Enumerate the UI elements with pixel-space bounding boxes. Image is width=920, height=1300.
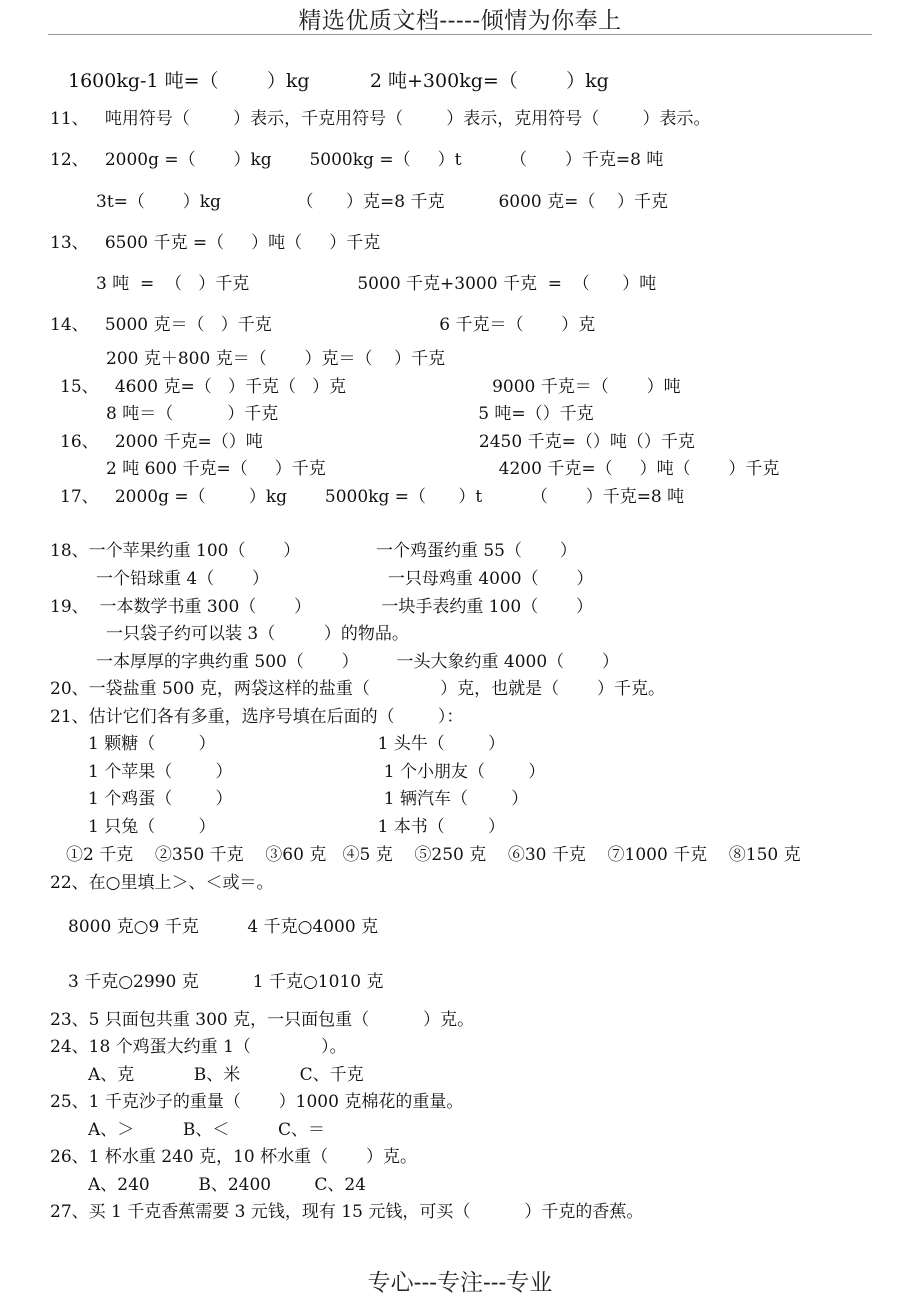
question-16-line-2: 2 吨 600 千克=（ ）千克 4200 千克=（ ）吨（ ）千克	[106, 459, 780, 479]
question-24-options: A、克 B、米 C、千克	[88, 1065, 364, 1085]
question-22-line-1: 8000 克○9 千克 4 千克○4000 克	[68, 917, 379, 937]
line-1600kg: 1600kg-1 吨=（ ）kg 2 吨+300kg=（ ）kg	[68, 70, 609, 92]
question-21-item-1: 1 颗糖（ ） 1 头牛（ ）	[88, 734, 506, 754]
question-21-item-4: 1 只兔（ ） 1 本书（ ）	[88, 817, 506, 837]
question-22-line-2: 3 千克○2990 克 1 千克○1010 克	[68, 972, 384, 992]
question-13: 13、 6500 千克 =（ ）吨（ ）千克	[50, 233, 381, 253]
question-15-line-2: 8 吨＝（ ）千克 5 吨=（）千克	[106, 404, 594, 424]
question-16: 16、 2000 千克=（）吨 2450 千克=（）吨（）千克	[60, 432, 695, 452]
question-25-options: A、＞ B、＜ C、＝	[88, 1120, 326, 1140]
question-12: 12、 2000g =（ ）kg 5000kg =（ ）t （ ）千克=8 吨	[50, 150, 664, 170]
question-14: 14、 5000 克＝（ ）千克 6 千克＝（ ）克	[50, 315, 596, 335]
question-26-options: A、240 B、2400 C、24	[88, 1175, 366, 1195]
question-24: 24、18 个鸡蛋大约重 1（ ）。	[50, 1037, 347, 1057]
header-divider	[48, 34, 872, 35]
question-23: 23、5 只面包共重 300 克，一只面包重（ ）克。	[50, 1010, 475, 1030]
question-21-options: ①2 千克 ②350 千克 ③60 克 ④5 克 ⑤250 克 ⑥30 千克 ⑦1000 千克 ⑧150 克	[66, 845, 801, 865]
question-15: 15、 4600 克=（ ）千克（ ）克 9000 千克＝（ ）吨	[60, 377, 681, 397]
question-27: 27、买 1 千克香蕉需要 3 元钱，现有 15 元钱，可买（ ）千克的香蕉。	[50, 1202, 644, 1222]
question-11: 11、 吨用符号（ ）表示，千克用符号（ ）表示，克用符号（ ）表示。	[50, 109, 711, 129]
question-21-item-2: 1 个苹果（ ） 1 个小朋友（ ）	[88, 762, 546, 782]
question-18: 18、一个苹果约重 100（ ） 一个鸡蛋约重 55（ ）	[50, 541, 577, 561]
question-12-line-2: 3t=（ ）kg （ ）克=8 千克 6000 克=（ ）千克	[96, 192, 669, 212]
question-19-line-3: 一本厚厚的字典约重 500（ ） 一头大象约重 4000（ ）	[96, 652, 619, 672]
question-14-line-2: 200 克＋800 克＝（ ）克＝（ ）千克	[106, 349, 446, 369]
question-18-line-2: 一个铅球重 4（ ） 一只母鸡重 4000（ ）	[96, 569, 594, 589]
question-19: 19、 一本数学书重 300（ ） 一块手表约重 100（ ）	[50, 597, 594, 617]
question-25: 25、1 千克沙子的重量（ ）1000 克棉花的重量。	[50, 1092, 464, 1112]
question-21-item-3: 1 个鸡蛋（ ） 1 辆汽车（ ）	[88, 789, 529, 809]
question-19-line-2: 一只袋子约可以装 3（ ）的物品。	[106, 624, 409, 644]
question-17: 17、 2000g =（ ）kg 5000kg =（ ）t （ ）千克=8 吨	[60, 487, 685, 507]
question-13-line-2: 3 吨 = （ ）千克 5000 千克+3000 千克 = （ ）吨	[96, 274, 657, 294]
page-footer: 专心---专注---专业	[367, 1270, 553, 1296]
question-21: 21、估计它们各有多重，选序号填在后面的（ ）：	[50, 707, 464, 727]
question-20: 20、一袋盐重 500 克，两袋这样的盐重（ ）克，也就是（ ）千克。	[50, 679, 665, 699]
page-header: 精选优质文档-----倾情为你奉上	[298, 8, 622, 34]
question-22: 22、在○里填上＞、＜或＝。	[50, 873, 274, 893]
question-26: 26、1 杯水重 240 克，10 杯水重（ ）克。	[50, 1147, 417, 1167]
